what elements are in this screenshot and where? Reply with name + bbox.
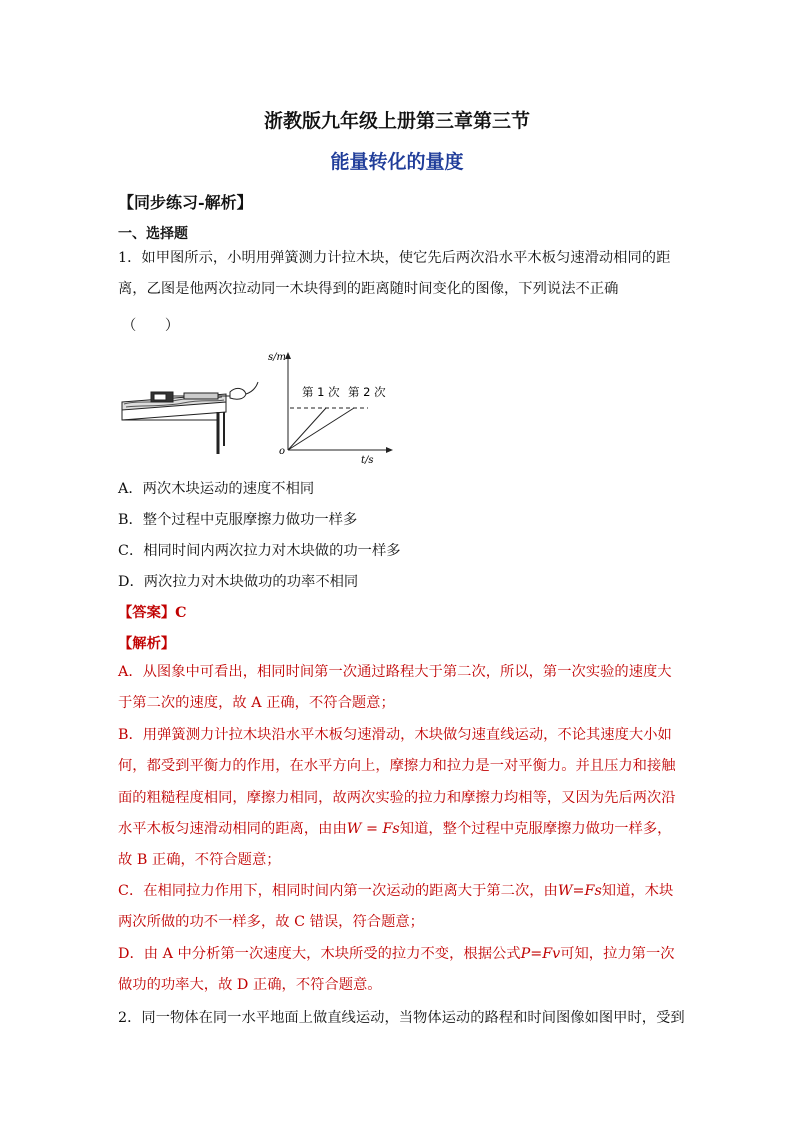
option-d: D．两次拉力对木块做功的功率不相同 <box>118 574 359 590</box>
analysis-d-formula: P=Fv <box>520 946 561 962</box>
line-second <box>288 408 354 450</box>
y-axis-label: s/m <box>268 352 286 363</box>
option-b: B．整个过程中克服摩擦力做功一样多 <box>118 512 358 528</box>
analysis-c-pre: C．在相同拉力作用下，相同时间内第一次运动的距离大于第二次，由 <box>118 883 558 899</box>
analysis-b <box>118 720 684 876</box>
section-heading: 【同步练习-解析】 <box>118 193 253 212</box>
question-1-figure <box>118 350 398 469</box>
figure-svg <box>118 350 398 465</box>
line-first-label: 第 1 次 <box>302 385 340 399</box>
analysis-d-pre: D．由 A 中分析第一次速度大，木块所受的拉力不变，根据公式 <box>118 946 521 962</box>
subsection-heading: 一、选择题 <box>118 226 188 242</box>
answer-line: 【答案】C <box>118 605 187 621</box>
table-illustration <box>122 382 258 454</box>
document-subtitle: 能量转化的量度 <box>330 151 464 173</box>
question-1-blank: （ ） <box>122 318 180 334</box>
analysis-b-pre: B．用弹簧测力计拉木块沿水平木板匀速滑动，木块做匀速直线运动，不论其速度大小如何，都受到平衡力的作用，在水平方向上，摩擦力和拉力是一对平衡力。并且压力和接触面的粗糙程度相同，摩擦力相同，故两次实验的拉力和摩擦力均相等，又因为先后两次沿水平木板匀速滑动相同的距离，由由 <box>118 727 676 837</box>
option-a: A．两次木块运动的速度不相同 <box>118 481 315 497</box>
analysis-label: 【解析】 <box>118 636 176 652</box>
analysis-a: A．从图象中可看出，相同时间第一次通过路程大于第二次，所以，第一次实验的速度大于第二次的速度，故 A 正确，不符合题意； <box>118 664 672 712</box>
origin-label: o <box>279 446 286 457</box>
analysis-d <box>118 939 684 1002</box>
analysis-b-formula: W = Fs <box>346 820 400 837</box>
line-second-label: 第 2 次 <box>348 385 386 399</box>
analysis-c-formula: W=Fs <box>557 883 602 899</box>
x-axis-arrow-icon <box>386 447 393 453</box>
st-graph <box>268 352 393 465</box>
x-axis-label: t/s <box>361 455 374 465</box>
analysis-c <box>118 876 684 939</box>
document-title: 浙教版九年级上册第三章第三节 <box>263 110 530 132</box>
analysis-d-post: 可知，拉力第一次做功的功率大，故 D 正确，不符合题意。 <box>118 946 675 994</box>
analysis-b-post: 知道，整个过程中克服摩擦力做功一样多，故 B 正确，不符合题意； <box>118 820 672 869</box>
analysis-c-post: 知道，木块两次所做的功不一样多，故 C 错误，符合题意； <box>118 883 674 931</box>
option-c: C．相同时间内两次拉力对木块做的功一样多 <box>118 543 401 559</box>
question-1-stem: 1．如甲图所示，小明用弹簧测力计拉木块，使它先后两次沿水平木板匀速滑动相同的距离，乙图是他两次拉动同一木块得到的距离随时间变化的图像，下列说法不正确 <box>118 250 671 297</box>
question-2-stem: 2．同一物体在同一水平地面上做直线运动，当物体运动的路程和时间图像如图甲时，受到 <box>118 1010 685 1026</box>
